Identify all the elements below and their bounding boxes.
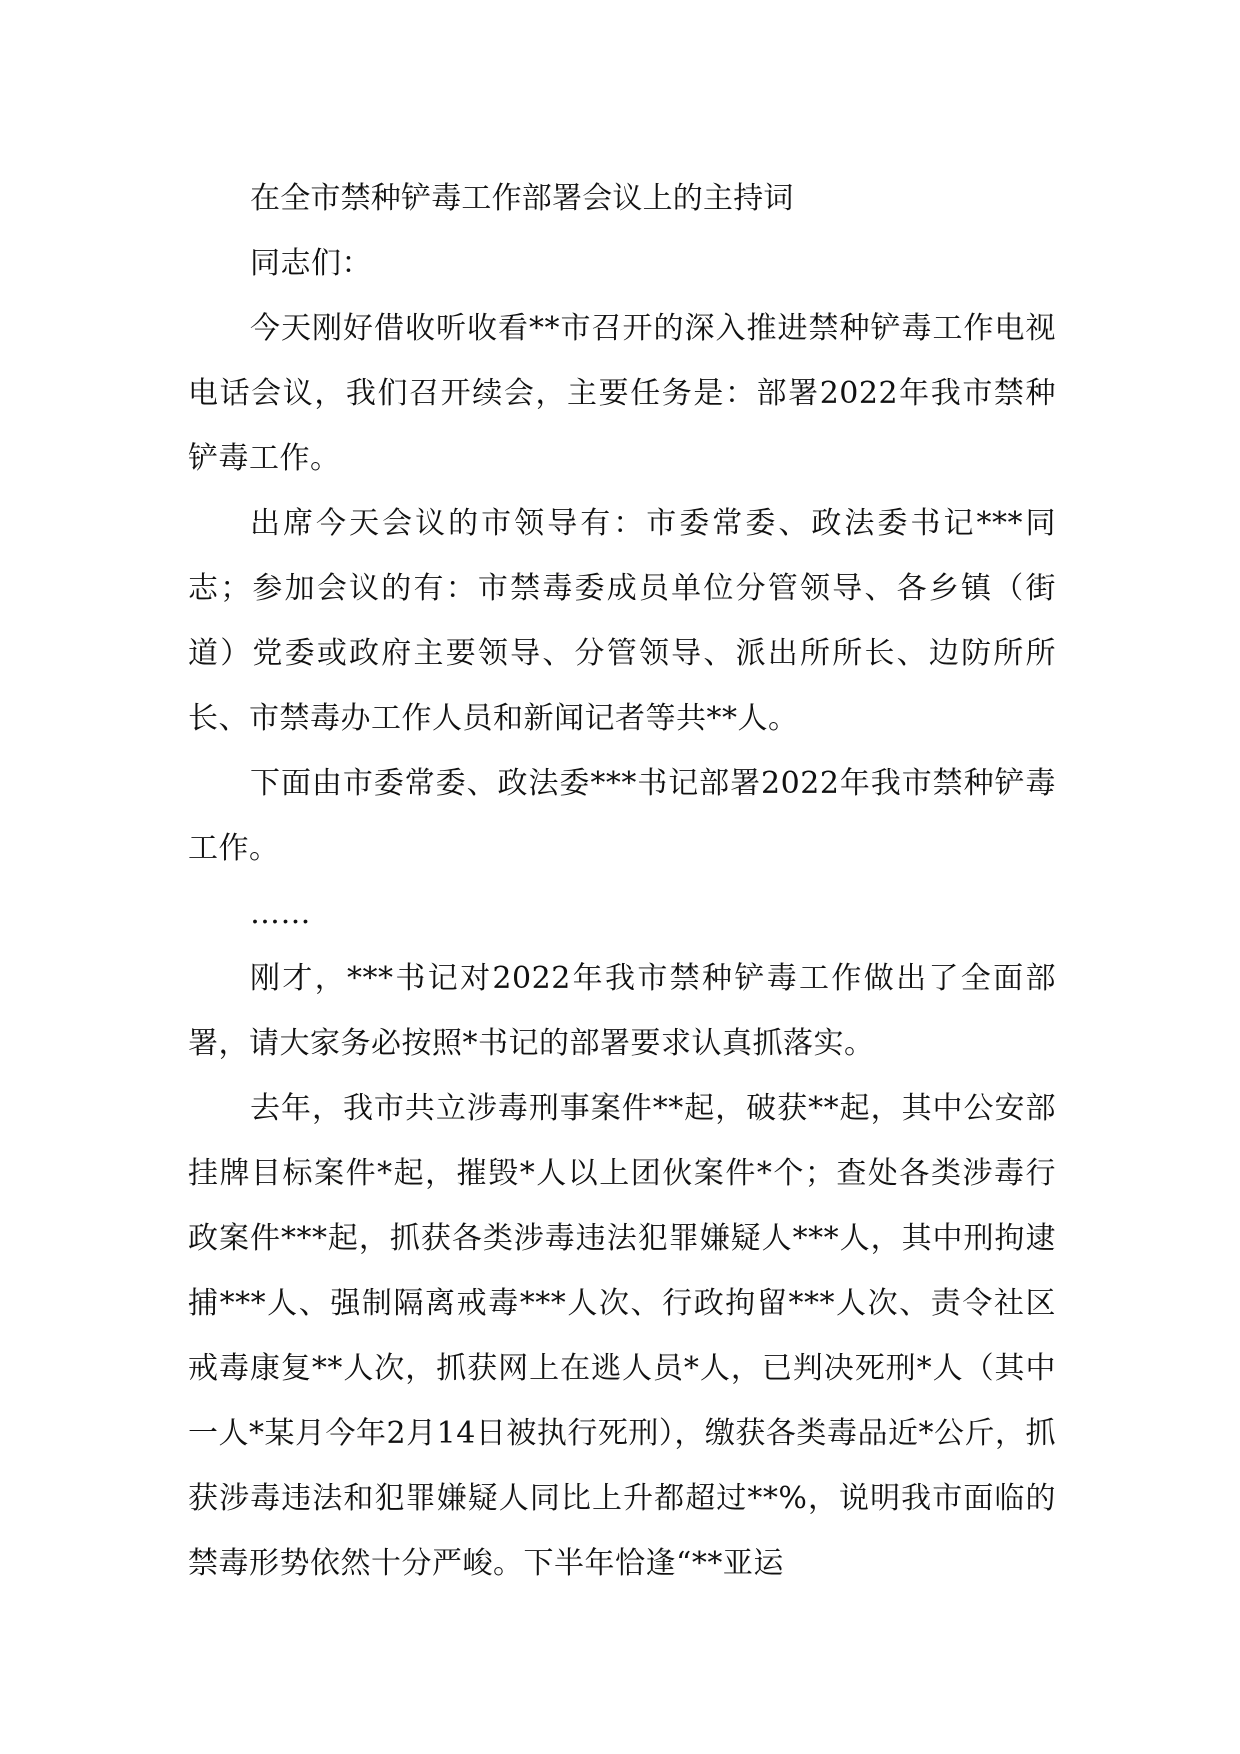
greeting: 同志们： <box>250 246 372 281</box>
paragraph-agenda: 下面由市委常委、政法委***书记部署2022年我市禁种铲毒工作。 <box>188 766 1056 866</box>
paragraph-attendees: 出席今天会议的市领导有：市委常委、政法委书记***同志；参加会议的有：市禁毒委成员单位分管领导、各乡镇（街道）党委或政府主要领导、分管领导、派出所所长、边防所所长、市禁毒办工作人员和新闻记者等共**人。 <box>188 506 1056 736</box>
document-body <box>188 166 1056 1596</box>
paragraph-ellipsis: …… <box>250 896 311 931</box>
paragraph-summary: 刚才，***书记对2022年我市禁种铲毒工作做出了全面部署，请大家务必按照*书记的部署要求认真抓落实。 <box>188 961 1056 1061</box>
paragraph-intro: 今天刚好借收听收看**市召开的深入推进禁种铲毒工作电视电话会议，我们召开续会，主要任务是：部署2022年我市禁种铲毒工作。 <box>188 311 1056 476</box>
document-title: 在全市禁种铲毒工作部署会议上的主持词 <box>250 181 794 216</box>
paragraph-statistics: 去年，我市共立涉毒刑事案件**起，破获**起，其中公安部挂牌目标案件*起，摧毁*人以上团伙案件*个；查处各类涉毒行政案件***起，抓获各类涉毒违法犯罪嫌疑人***人，其中刑拘逮捕***人、强制隔离戒毒***人次、行政拘留***人次、责令社区戒毒康复**人次，抓获网上在逃人员*人，已判决死刑*人（其中一人*某月今年2月14日被执行死刑），缴获各类毒品近*公斤，抓获涉毒违法和犯罪嫌疑人同比上升都超过**%，说明我市面临的禁毒形势依然十分严峻。下半年恰逢“**亚运 <box>188 1091 1056 1581</box>
